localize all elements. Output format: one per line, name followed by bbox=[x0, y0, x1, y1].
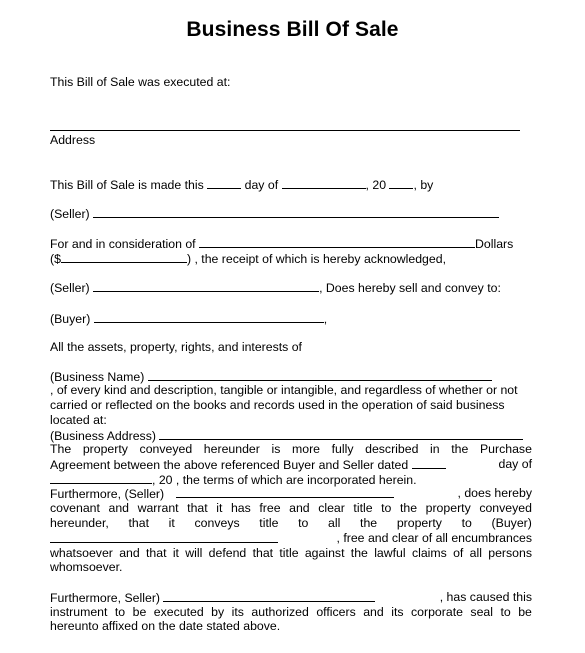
word: conveyed bbox=[479, 501, 532, 515]
word: and bbox=[363, 605, 384, 619]
word: title bbox=[353, 501, 373, 515]
seller-line bbox=[50, 206, 499, 222]
located-text: located at: bbox=[50, 413, 107, 427]
word: conveys bbox=[194, 516, 240, 530]
word: whatsoever bbox=[50, 546, 113, 560]
agreement-month-blank[interactable] bbox=[50, 472, 152, 484]
buyer-blank-2[interactable] bbox=[50, 531, 278, 543]
seller-convey-line bbox=[50, 280, 501, 296]
made-this-line bbox=[50, 177, 433, 193]
word: title bbox=[259, 516, 279, 530]
word: more bbox=[291, 442, 321, 456]
receipt-line bbox=[50, 251, 446, 267]
word: to bbox=[381, 501, 392, 515]
covenant-line bbox=[50, 501, 532, 516]
business-address-blank[interactable] bbox=[159, 428, 523, 440]
word: warrant bbox=[137, 501, 179, 515]
executed-at-text: This Bill of Sale was executed at: bbox=[50, 75, 231, 89]
business-name-blank[interactable] bbox=[148, 369, 492, 381]
property-line-1 bbox=[50, 442, 532, 457]
word: the bbox=[399, 501, 418, 515]
free-clear-text: , free and clear of all encumbrances bbox=[336, 531, 532, 545]
word: all bbox=[328, 516, 341, 530]
instrument-line bbox=[50, 605, 532, 620]
free-clear-line bbox=[50, 531, 532, 547]
word: title bbox=[279, 546, 299, 560]
terms-text: , 20 , the terms of which are incorporated herein. bbox=[152, 473, 417, 487]
seller-blank-2[interactable] bbox=[93, 280, 319, 292]
word: the bbox=[451, 442, 469, 456]
seller-label-2: (Seller) bbox=[50, 281, 90, 295]
word: be bbox=[132, 605, 147, 619]
month-blank[interactable] bbox=[282, 177, 366, 189]
agreement-text: Agreement between the above referenced Buyer and Seller dated bbox=[50, 458, 409, 472]
seller-blank[interactable] bbox=[93, 206, 499, 218]
consideration-line bbox=[50, 236, 513, 252]
seller-blank-3[interactable] bbox=[176, 486, 394, 498]
word: property bbox=[396, 516, 442, 530]
word: (Buyer) bbox=[491, 516, 532, 530]
hereunder-line bbox=[50, 516, 532, 531]
whomsoever-text: whomsoever. bbox=[50, 560, 123, 574]
word: property bbox=[82, 442, 128, 456]
word: property bbox=[425, 501, 471, 515]
buyer-line: (Buyer) , bbox=[50, 312, 328, 326]
word: described bbox=[365, 442, 419, 456]
furthermore-line-1 bbox=[50, 486, 532, 502]
every-kind-text: , of every kind and description, tangible or intangible, and regardless of whether or not bbox=[50, 383, 518, 397]
word: the bbox=[350, 546, 368, 560]
furthermore-text-1: Furthermore, (Seller) bbox=[50, 487, 165, 501]
word: claims bbox=[411, 546, 447, 560]
word: to bbox=[500, 605, 511, 619]
address-blank[interactable] bbox=[50, 130, 520, 131]
seller-label: (Seller) bbox=[50, 207, 90, 221]
word: the bbox=[360, 516, 378, 530]
word: seal bbox=[470, 605, 493, 619]
word: persons bbox=[488, 546, 532, 560]
word: of bbox=[453, 546, 464, 560]
word: authorized bbox=[251, 605, 309, 619]
word: to bbox=[114, 605, 126, 619]
word: all bbox=[469, 546, 482, 560]
word: in bbox=[430, 442, 440, 456]
word: against bbox=[304, 546, 345, 560]
word: is bbox=[271, 442, 281, 456]
word: conveyed bbox=[139, 442, 193, 456]
address-label: Address bbox=[50, 133, 96, 147]
word: its bbox=[231, 605, 244, 619]
word: to bbox=[298, 516, 309, 530]
year-blank[interactable] bbox=[389, 177, 413, 189]
word: clear bbox=[318, 501, 345, 515]
word: lawful bbox=[374, 546, 406, 560]
assets-text: All the assets, property, rights, and interests of bbox=[50, 340, 302, 354]
word: it bbox=[216, 501, 223, 515]
agreement-line bbox=[50, 457, 532, 473]
word: defend bbox=[208, 546, 247, 560]
has-caused-text: , has caused this bbox=[439, 590, 532, 604]
word: The bbox=[50, 442, 72, 456]
business-address-label: (Business Address) bbox=[50, 429, 156, 443]
buyer-label: (Buyer) bbox=[50, 312, 91, 326]
day-blank[interactable] bbox=[207, 177, 241, 189]
word: that bbox=[252, 546, 274, 560]
carried-text: carried or reflected on the books and records used in the operation of said business bbox=[50, 398, 505, 412]
business-name-label: (Business Name) bbox=[50, 370, 145, 384]
furthermore-text-2: Furthermore, Seller) bbox=[50, 591, 161, 605]
sell-convey-text: , Does hereby sell and convey to: bbox=[319, 281, 501, 295]
dollar-open-text: ($ bbox=[50, 252, 61, 266]
amount-number-blank[interactable] bbox=[61, 251, 187, 263]
word: that bbox=[128, 516, 149, 530]
word: officers bbox=[316, 605, 356, 619]
word: corporate bbox=[411, 605, 463, 619]
furthermore-line-2 bbox=[50, 590, 532, 606]
consideration-text: For and in consideration of bbox=[50, 237, 196, 251]
word: its bbox=[391, 605, 404, 619]
whatsoever-line bbox=[50, 546, 532, 561]
comma-20-text: , 20 bbox=[365, 178, 387, 192]
word: be bbox=[518, 605, 532, 619]
word: fully bbox=[331, 442, 354, 456]
word: and bbox=[119, 546, 140, 560]
by-text: , by bbox=[413, 178, 434, 192]
word: that bbox=[146, 546, 167, 560]
word: covenant bbox=[50, 501, 100, 515]
word: to bbox=[461, 516, 472, 530]
day-of-text: day of bbox=[244, 178, 279, 192]
word: by bbox=[211, 605, 225, 619]
word: will bbox=[185, 546, 203, 560]
word: hereunder, bbox=[50, 516, 109, 530]
word: that bbox=[187, 501, 208, 515]
does-hereby-text: , does hereby bbox=[457, 486, 532, 500]
buyer-blank[interactable] bbox=[94, 311, 324, 323]
word: hereunder bbox=[203, 442, 260, 456]
amount-words-blank[interactable] bbox=[199, 236, 475, 248]
hereunto-text: hereunto affixed on the date stated above. bbox=[50, 619, 281, 633]
word: executed bbox=[153, 605, 204, 619]
dollars-text: Dollars bbox=[475, 237, 514, 251]
word: and bbox=[289, 501, 310, 515]
agreement-day-blank[interactable] bbox=[412, 457, 446, 469]
document-title: Business Bill Of Sale bbox=[186, 18, 399, 41]
made-this-text: This Bill of Sale is made this bbox=[50, 178, 204, 192]
seller-blank-4[interactable] bbox=[163, 590, 375, 602]
word: it bbox=[168, 516, 175, 530]
word: Purchase bbox=[479, 442, 532, 456]
word: and bbox=[108, 501, 130, 515]
word: has bbox=[230, 501, 251, 515]
word: instrument bbox=[50, 605, 108, 619]
agreement-day-of-text: day of bbox=[498, 457, 532, 471]
word: free bbox=[259, 501, 281, 515]
receipt-text: ) , the receipt of which is hereby acknowledged, bbox=[186, 252, 446, 266]
word: it bbox=[172, 546, 179, 560]
